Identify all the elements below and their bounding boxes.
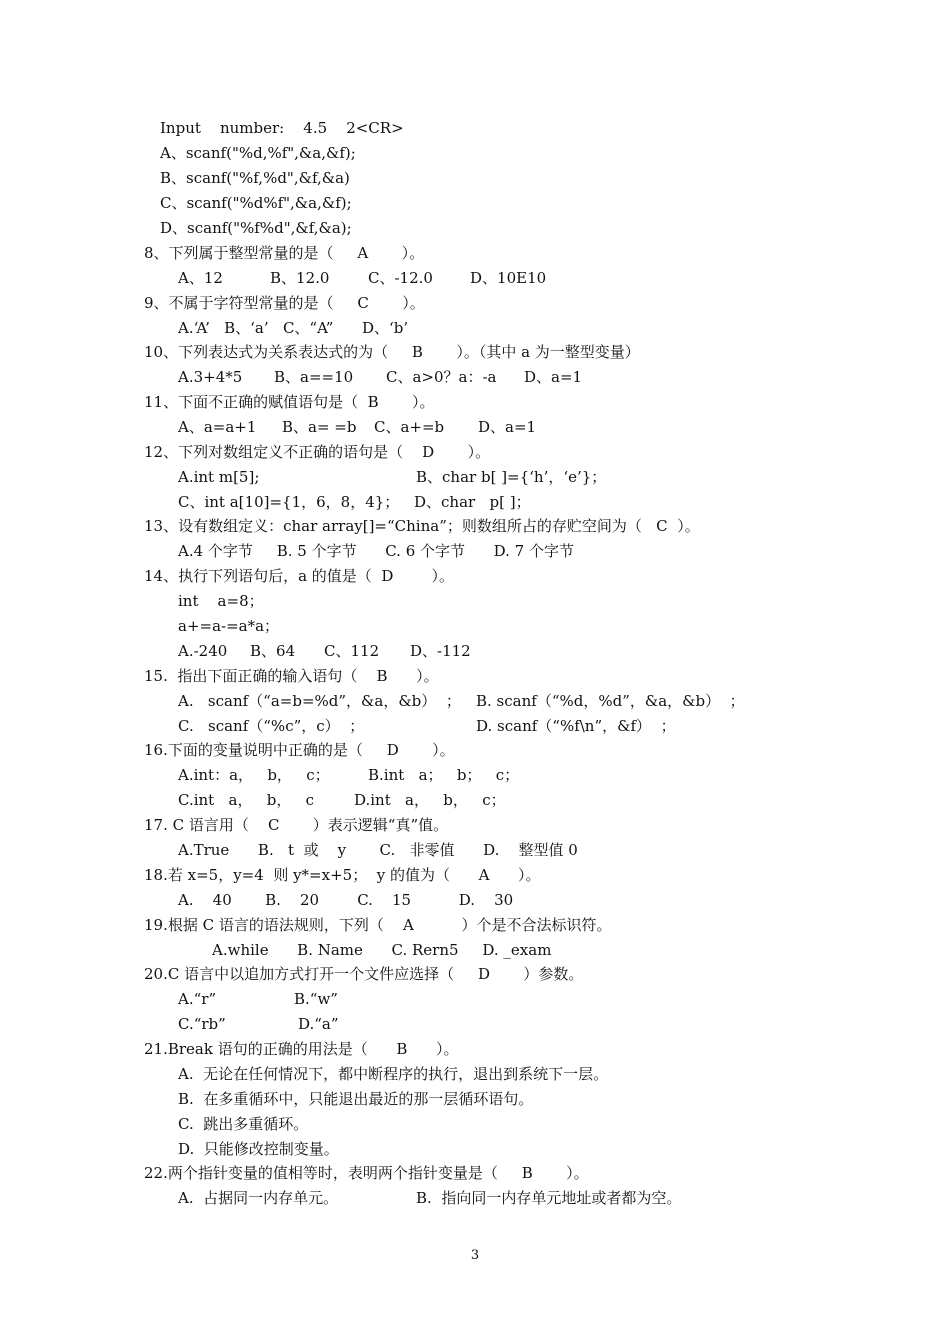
line-text: 14、执行下列语句后，a 的值是（ D ）。	[144, 567, 455, 585]
line-segment: A.3+4*5	[178, 368, 243, 386]
line-text: 20.C 语言中以追加方式打开一个文件应选择（ D ）参数。	[144, 965, 584, 983]
line-segment: A.int m[5];	[178, 468, 260, 486]
line-text: A. 40 B. 20 C. 15 D. 30	[178, 891, 514, 909]
page-number: 3	[470, 1248, 480, 1263]
line-segment: D、a=1	[524, 368, 583, 386]
line-text: 19.根据 C 语言的语法规则，下列（ A ）个是不合法标识符。	[144, 916, 612, 934]
text-line-l17	[144, 516, 700, 536]
text-line-l38	[144, 1039, 458, 1059]
line-text: 12、下列对数组定义不正确的语句是（ D ）。	[144, 443, 491, 461]
line-text: A. 无论在任何情况下，都中断程序的执行，退出到系统下一层。	[178, 1065, 609, 1083]
line-segment: B、64	[250, 642, 296, 660]
text-line-l40	[178, 1089, 533, 1109]
line-segment: C、112	[324, 642, 380, 660]
text-line-l20	[178, 591, 264, 611]
text-line-l06	[144, 243, 424, 263]
line-text: 18.若 x=5，y=4 则 y*=x+5； y 的值为（ A ）。	[144, 866, 541, 884]
text-line-l21	[178, 616, 279, 636]
line-text: 9、不属于字符型常量的是（ C ）。	[144, 294, 425, 312]
line-segment: C. scanf（“%c”，c） ；	[178, 717, 365, 735]
text-line-l35	[144, 964, 583, 984]
text-line-l19	[144, 566, 454, 586]
line-segment: D.int a， b， c；	[354, 791, 506, 809]
line-text: D、scanf("%f%d",&f,&a);	[160, 219, 352, 237]
line-text: 21.Break 语句的正确的用法是（ B ）。	[144, 1040, 459, 1058]
line-text: int a=8；	[178, 592, 264, 610]
line-segment: A. 占据同一内存单元。	[178, 1189, 339, 1207]
line-text: Input number: 4.5 2<CR>	[160, 119, 404, 137]
line-text: 13、设有数组定义：char array[]=“China”；则数组所占的存贮空间为（ C ）。	[144, 517, 700, 535]
line-segment: A.-240	[178, 642, 228, 660]
line-text: 17. C 语言用（ C ）表示逻辑“真”值。	[144, 816, 449, 834]
text-line-l09	[178, 318, 408, 338]
text-line-l10	[144, 342, 640, 362]
line-segment: A、a=a+1	[178, 418, 257, 436]
text-line-l41	[178, 1114, 308, 1134]
line-segment: B. 指向同一内存单元地址或者都为空。	[416, 1189, 682, 1207]
line-text: C. 跳出多重循环。	[178, 1115, 309, 1133]
line-text: A、scanf("%d,%f",&a,&f);	[160, 144, 356, 162]
line-segment: D、-112	[410, 642, 471, 660]
line-segment: B、a= =b	[282, 418, 357, 436]
line-segment: B. scanf（“%d，%d”，&a，&b） ；	[476, 692, 745, 710]
line-text: 15. 指出下面正确的输入语句（ B ）。	[144, 667, 439, 685]
line-segment: D.“a”	[298, 1015, 339, 1033]
text-line-l12	[144, 392, 435, 412]
text-line-l34	[212, 940, 551, 960]
line-segment: C、a+=b	[374, 418, 445, 436]
line-segment: C.int a， b， c	[178, 791, 315, 809]
text-line-l04	[160, 193, 352, 213]
line-segment: B.int a； b； c；	[368, 766, 520, 784]
line-segment: C、a>0？a：-a	[386, 368, 497, 386]
text-line-l43	[144, 1163, 589, 1183]
text-line-l14	[144, 442, 490, 462]
text-line-l26	[144, 740, 455, 760]
text-line-l05	[160, 218, 352, 238]
line-segment: B、a==10	[274, 368, 354, 386]
text-line-l42	[178, 1139, 339, 1159]
text-line-l29	[144, 815, 448, 835]
line-text: 8、下列属于整型常量的是（ A ）。	[144, 244, 425, 262]
line-segment: A.int：a， b， c；	[178, 766, 330, 784]
line-segment: A、12	[178, 269, 223, 287]
text-line-l23	[144, 666, 439, 686]
line-segment: D、char p[ ]；	[414, 493, 531, 511]
text-line-l03	[160, 168, 350, 188]
line-segment: C、int a[10]={1，6，8，4}；	[178, 493, 400, 511]
line-segment: C.“rb”	[178, 1015, 226, 1033]
text-line-l30	[178, 840, 578, 860]
line-text: A.True B. t 或 y C. 非零值 D. 整型值 0	[178, 841, 578, 859]
line-text: B. 在多重循环中，只能退出最近的那一层循环语句。	[178, 1090, 534, 1108]
line-segment: D、10E10	[470, 269, 547, 287]
line-text: 10、下列表达式为关系表达式的为（ B ）。（其中 a 为一整型变量）	[144, 343, 640, 361]
line-text: B、scanf("%f,%d",&f,&a)	[160, 169, 350, 187]
line-segment: D. scanf（“%f\n”，&f） ；	[476, 717, 676, 735]
text-line-l32	[178, 890, 513, 910]
text-line-l02	[160, 143, 356, 163]
line-text: 16.下面的变量说明中正确的是（ D ）。	[144, 741, 455, 759]
line-segment: A.“r”	[178, 990, 217, 1008]
line-segment: B、char b[ ]={‘h’，‘e’}；	[416, 468, 607, 486]
line-text: 22.两个指针变量的值相等时，表明两个指针变量是（ B ）。	[144, 1164, 589, 1182]
line-segment: B.“w”	[294, 990, 338, 1008]
text-line-l31	[144, 865, 541, 885]
line-text: C、scanf("%d%f",&a,&f);	[160, 194, 352, 212]
line-text: A.while B. Name C. Rern5 D. _exam	[212, 941, 552, 959]
line-segment: D、a=1	[478, 418, 537, 436]
text-line-l33	[144, 915, 611, 935]
line-text: a+=a-=a*a；	[178, 617, 280, 635]
line-text: A.‘A’ B、‘a’ C、“A” D、‘b’	[178, 319, 409, 337]
line-segment: B、12.0	[270, 269, 330, 287]
line-text: A.4 个字节 B. 5 个字节 C. 6 个字节 D. 7 个字节	[178, 542, 574, 560]
text-line-l39	[178, 1064, 608, 1084]
line-segment: A. scanf（“a=b=%d”，&a，&b） ；	[178, 692, 461, 710]
line-segment: C、-12.0	[368, 269, 433, 287]
text-line-l18	[178, 541, 574, 561]
text-line-l08	[144, 293, 425, 313]
line-text: 11、下面不正确的赋值语句是（ B ）。	[144, 393, 435, 411]
text-line-l01	[160, 118, 404, 138]
line-text: D. 只能修改控制变量。	[178, 1140, 339, 1158]
